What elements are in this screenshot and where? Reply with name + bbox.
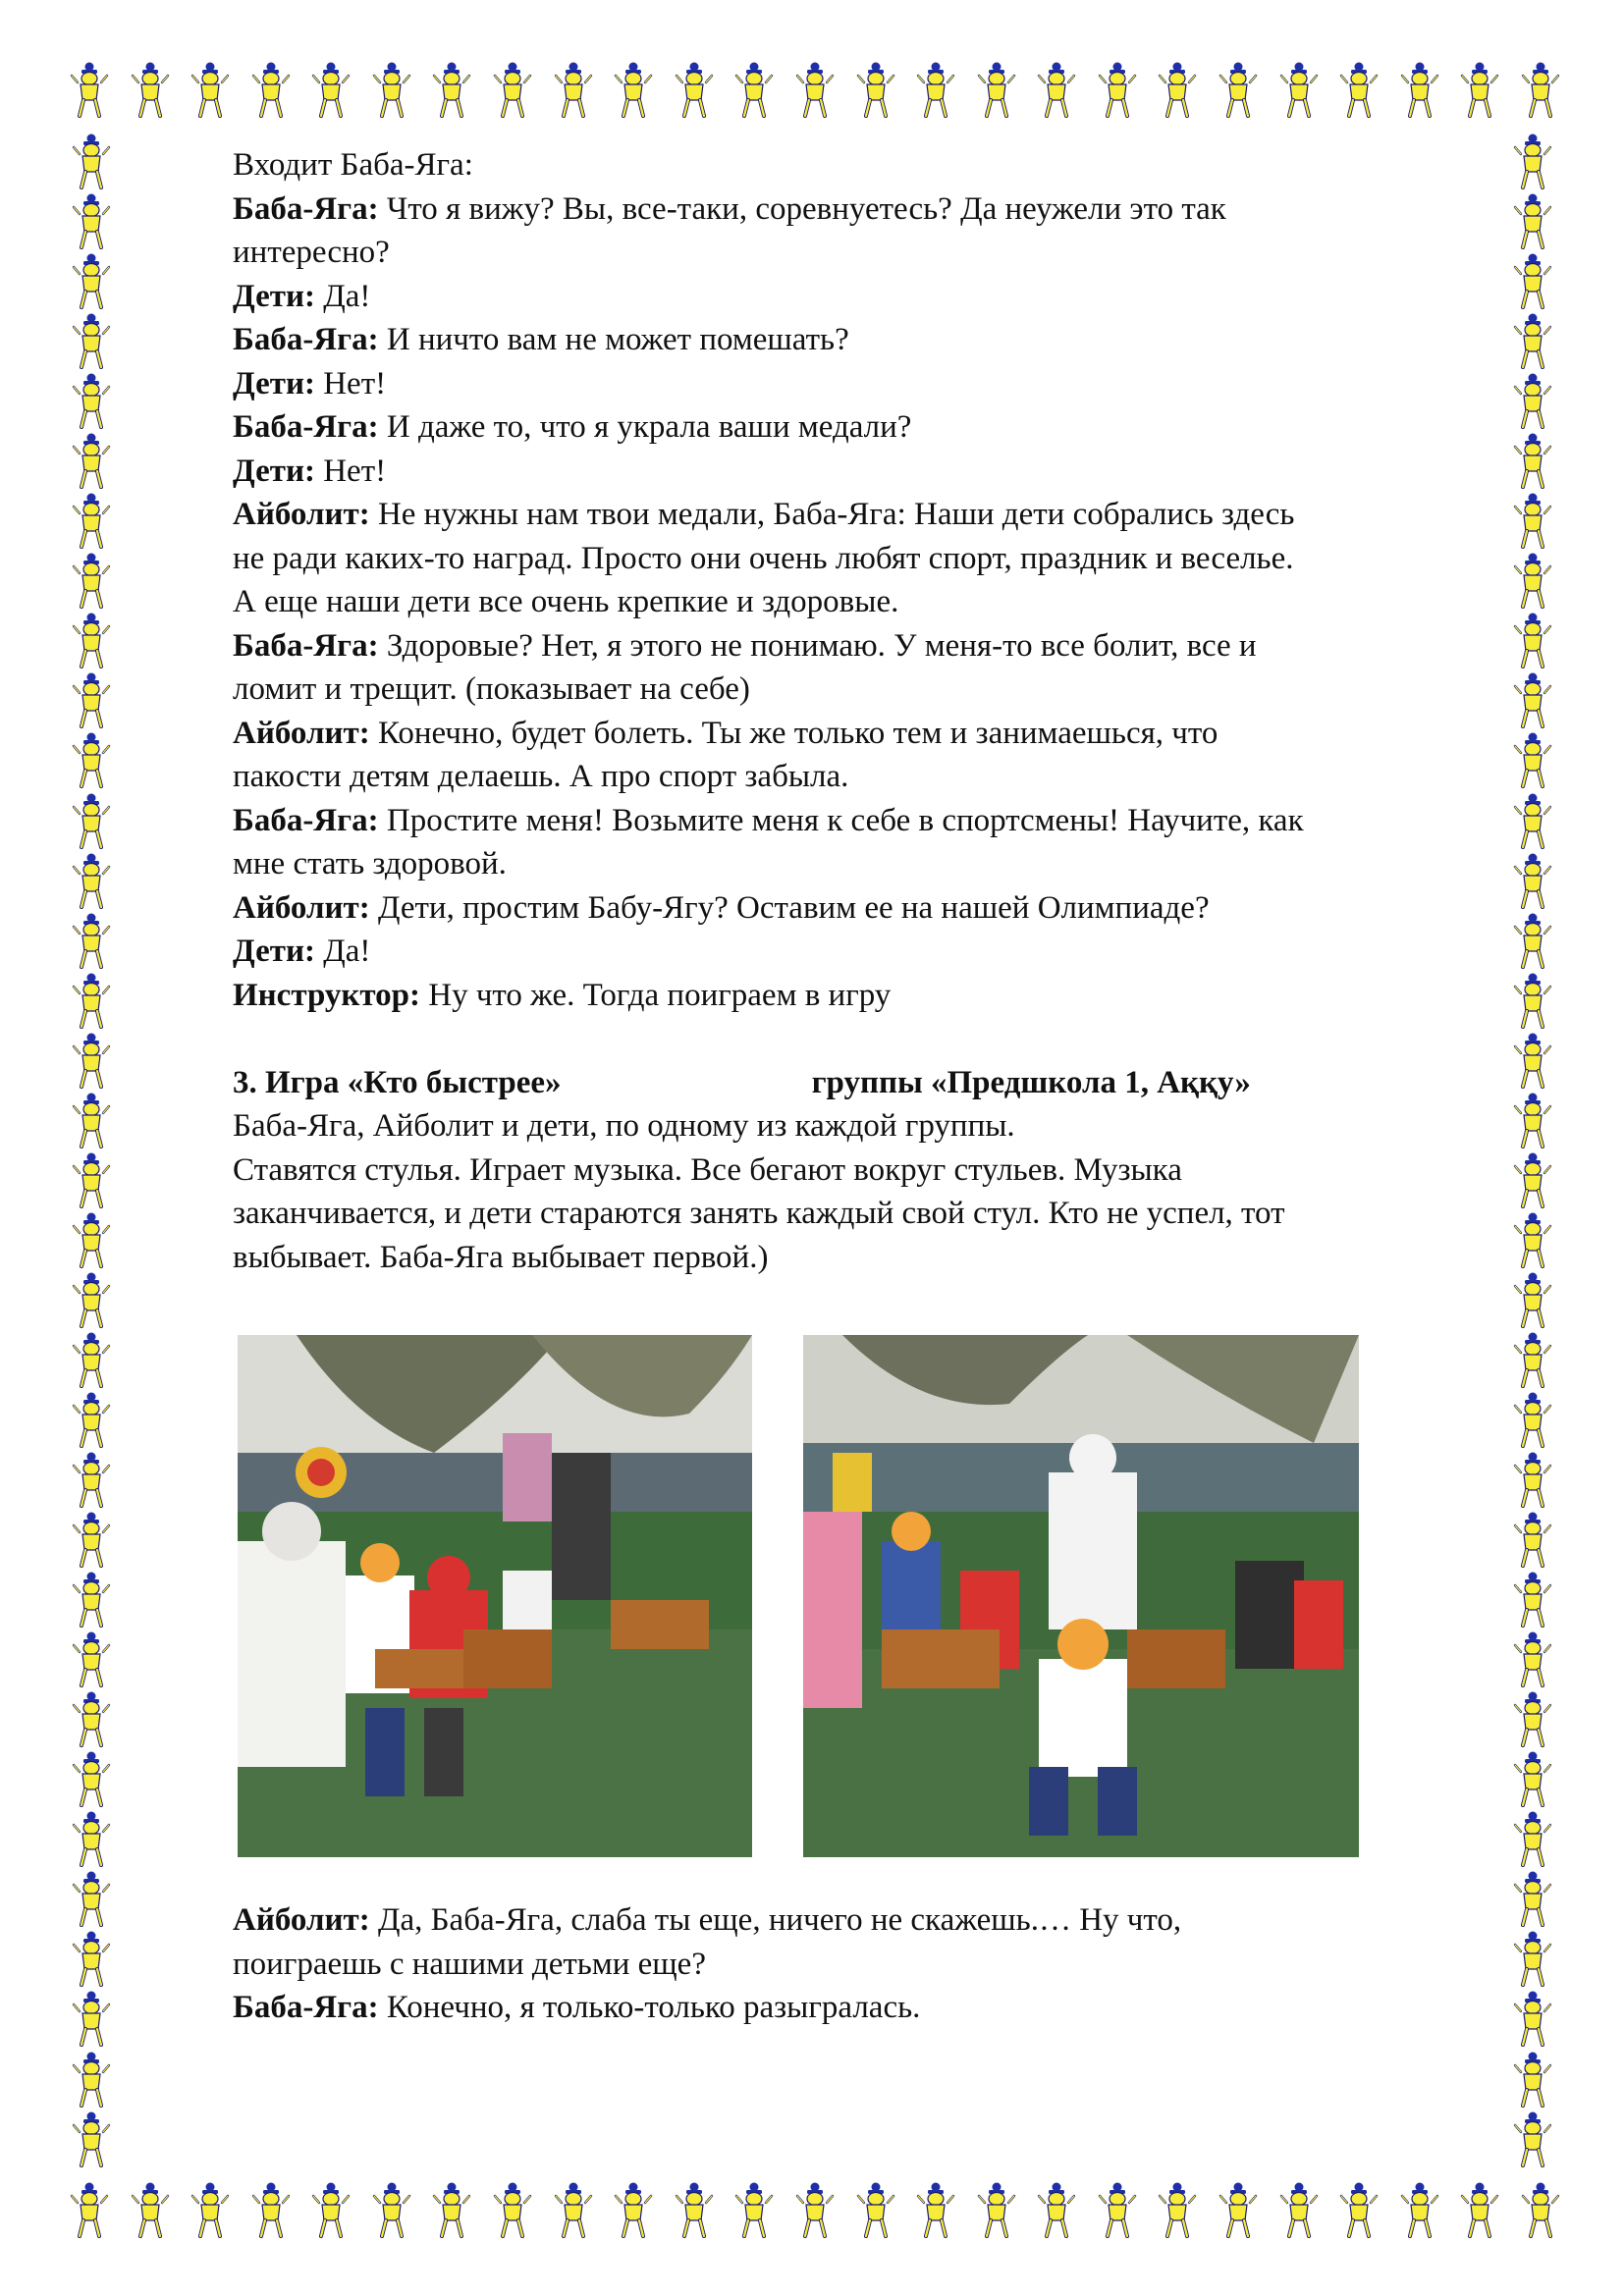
border-left: [71, 133, 114, 2169]
border-figure-icon: [71, 1990, 112, 2049]
border-figure-icon: [71, 1870, 112, 1929]
border-figure-icon: [915, 61, 956, 120]
dialogue-line: Баба-Яга: И даже то, что я украла ваши медали?: [233, 409, 912, 445]
border-figure-icon: [71, 912, 112, 971]
border-figure-icon: [71, 1451, 112, 1510]
border-figure-icon: [1512, 912, 1553, 971]
border-figure-icon: [71, 133, 112, 191]
border-figure-icon: [71, 492, 112, 551]
border-figure-icon: [1512, 612, 1553, 670]
border-figure-icon: [492, 2181, 533, 2240]
dialogue-line: Дети: Нет!: [233, 365, 387, 401]
border-figure-icon: [189, 2181, 231, 2240]
border-figure-icon: [613, 61, 654, 120]
border-figure-icon: [71, 1571, 112, 1629]
dialogue-line: пакости детям делаешь. А про спорт забыла.: [233, 759, 849, 794]
border-figure-icon: [1512, 1092, 1553, 1150]
border-figure-icon: [1097, 2181, 1138, 2240]
dialogue-line: Айболит: Дети, простим Бабу-Ягу? Оставим ее на нашей Олимпиаде?: [233, 889, 1210, 926]
dialogue-line: не ради каких-то наград. Просто они очень любят спорт, праздник и веселье.: [233, 540, 1294, 576]
border-figure-icon: [1512, 492, 1553, 551]
border-figure-icon: [371, 61, 412, 120]
game-photo-right: [803, 1335, 1359, 1857]
border-figure-icon: [1520, 61, 1561, 120]
dialogue-line: Баба-Яга: Конечно, я только-только разыгралась.: [233, 1990, 921, 2025]
border-figure-icon: [1512, 1630, 1553, 1689]
border-figure-icon: [71, 252, 112, 311]
border-figure-icon: [71, 2110, 112, 2169]
border-figure-icon: [71, 1690, 112, 1749]
border-figure-icon: [1512, 2051, 1553, 2109]
border-figure-icon: [976, 61, 1017, 120]
border-figure-icon: [855, 61, 896, 120]
dialogue-line: Инструктор: Ну что же. Тогда поиграем в игру: [233, 977, 892, 1013]
border-figure-icon: [733, 2181, 775, 2240]
border-figure-icon: [310, 61, 352, 120]
dialogue-line: Дети: Нет!: [233, 453, 387, 489]
game-description-line: Баба-Яга, Айболит и дети, по одному из каждой группы.: [233, 1108, 1015, 1144]
border-figure-icon: [71, 372, 112, 431]
dialogue-line: Баба-Яга: Здоровые? Нет, я этого не понимаю. У меня-то все болит, все и: [233, 627, 1257, 664]
dialogue-line: Айболит: Не нужны нам твои медали, Баба-Яга: Наши дети собрались здесь: [233, 497, 1295, 532]
border-figure-icon: [613, 2181, 654, 2240]
border-figure-icon: [189, 61, 231, 120]
border-figure-icon: [1512, 1690, 1553, 1749]
border-figure-icon: [1512, 671, 1553, 730]
border-figure-icon: [794, 2181, 836, 2240]
dialogue-line: Входит Баба-Яга:: [233, 147, 473, 183]
border-figure-icon: [1338, 61, 1380, 120]
game-heading: [233, 1061, 1509, 1105]
border-figure-icon: [71, 1750, 112, 1809]
border-figure-icon: [1036, 61, 1077, 120]
border-figure-icon: [1512, 1750, 1553, 1809]
border-figure-icon: [1512, 852, 1553, 911]
border-figure-icon: [1338, 2181, 1380, 2240]
border-figure-icon: [1399, 2181, 1440, 2240]
border-figure-icon: [71, 1032, 112, 1091]
border-figure-icon: [1512, 372, 1553, 431]
dialogue-line: А еще наши дети все очень крепкие и здоровые.: [233, 584, 899, 619]
dialogue-block: [233, 143, 1509, 1279]
dialogue-line: Айболит: Да, Баба-Яга, слаба ты еще, ничего не скажешь.… Ну что,: [233, 1902, 1182, 1938]
border-figure-icon: [1512, 1391, 1553, 1450]
border-right: [1512, 133, 1555, 2169]
border-figure-icon: [71, 1511, 112, 1570]
border-figure-icon: [431, 61, 472, 120]
dialogue-line: мне стать здоровой.: [233, 846, 507, 881]
border-figure-icon: [1512, 1571, 1553, 1629]
closing-block: [233, 1898, 1509, 2030]
border-figure-icon: [1512, 1990, 1553, 2049]
border-figure-icon: [71, 671, 112, 730]
border-figure-icon: [1512, 1032, 1553, 1091]
border-figure-icon: [674, 61, 715, 120]
border-figure-icon: [1512, 731, 1553, 790]
border-figure-icon: [71, 852, 112, 911]
border-figure-icon: [1512, 552, 1553, 611]
border-figure-icon: [1512, 1451, 1553, 1510]
dialogue-line: поиграешь с нашими детьми еще?: [233, 1946, 706, 1982]
border-figure-icon: [71, 312, 112, 371]
border-top: [69, 61, 1561, 122]
border-figure-icon: [250, 2181, 292, 2240]
border-figure-icon: [1512, 312, 1553, 371]
border-figure-icon: [1459, 61, 1500, 120]
border-figure-icon: [855, 2181, 896, 2240]
border-figure-icon: [1512, 1810, 1553, 1869]
game-title: 3. Игра «Кто быстрее»: [233, 1064, 562, 1100]
border-figure-icon: [492, 61, 533, 120]
border-figure-icon: [71, 552, 112, 611]
border-figure-icon: [1520, 2181, 1561, 2240]
border-figure-icon: [733, 61, 775, 120]
border-figure-icon: [1512, 1151, 1553, 1210]
border-bottom: [69, 2181, 1561, 2242]
border-figure-icon: [1218, 61, 1259, 120]
border-figure-icon: [1512, 1870, 1553, 1929]
border-figure-icon: [71, 1930, 112, 1989]
dialogue-line: ломит и трещит. (показывает на себе): [233, 671, 750, 707]
border-figure-icon: [71, 792, 112, 851]
border-figure-icon: [1399, 61, 1440, 120]
border-figure-icon: [1036, 2181, 1077, 2240]
border-figure-icon: [1512, 1511, 1553, 1570]
border-figure-icon: [130, 2181, 171, 2240]
border-figure-icon: [310, 2181, 352, 2240]
border-figure-icon: [71, 1630, 112, 1689]
border-figure-icon: [71, 192, 112, 251]
border-figure-icon: [71, 612, 112, 670]
border-figure-icon: [69, 2181, 110, 2240]
border-figure-icon: [553, 61, 594, 120]
border-figure-icon: [1278, 2181, 1320, 2240]
dialogue-line: Айболит: Конечно, будет болеть. Ты же только тем и занимаешься, что: [233, 715, 1218, 751]
game-groups: группы «Предшкола 1, Аққу»: [811, 1064, 1251, 1100]
border-figure-icon: [71, 1331, 112, 1390]
border-figure-icon: [1512, 1271, 1553, 1330]
border-figure-icon: [794, 61, 836, 120]
spacer: [233, 1017, 1509, 1061]
border-figure-icon: [71, 972, 112, 1031]
border-figure-icon: [71, 1391, 112, 1450]
border-figure-icon: [1512, 1930, 1553, 1989]
border-figure-icon: [1512, 432, 1553, 491]
border-figure-icon: [1097, 61, 1138, 120]
dialogue-line: Дети: Да!: [233, 934, 371, 969]
dialogue-line: Дети: Да!: [233, 278, 371, 314]
dialogue-line: интересно?: [233, 235, 390, 270]
border-figure-icon: [130, 61, 171, 120]
border-figure-icon: [431, 2181, 472, 2240]
border-figure-icon: [1512, 133, 1553, 191]
border-figure-icon: [71, 1271, 112, 1330]
border-figure-icon: [553, 2181, 594, 2240]
border-figure-icon: [1512, 972, 1553, 1031]
dialogue-line: Баба-Яга: И ничто вам не может помешать?: [233, 322, 849, 357]
border-figure-icon: [1278, 61, 1320, 120]
border-figure-icon: [1218, 2181, 1259, 2240]
border-figure-icon: [69, 61, 110, 120]
game-description-line: Ставятся стулья. Играет музыка. Все бегают вокруг стульев. Музыка: [233, 1151, 1182, 1188]
border-figure-icon: [1512, 792, 1553, 851]
border-figure-icon: [71, 1810, 112, 1869]
border-figure-icon: [915, 2181, 956, 2240]
border-figure-icon: [71, 432, 112, 491]
dialogue-line: Баба-Яга: Простите меня! Возьмите меня к себе в спортсмены! Научите, как: [233, 802, 1304, 838]
border-figure-icon: [71, 731, 112, 790]
border-figure-icon: [71, 1211, 112, 1270]
border-figure-icon: [1512, 1331, 1553, 1390]
border-figure-icon: [371, 2181, 412, 2240]
border-figure-icon: [250, 61, 292, 120]
border-figure-icon: [674, 2181, 715, 2240]
border-figure-icon: [1512, 252, 1553, 311]
border-figure-icon: [71, 2051, 112, 2109]
border-figure-icon: [1459, 2181, 1500, 2240]
game-description-line: выбывает. Баба-Яга выбывает первой.): [233, 1239, 769, 1275]
game-description-line: заканчивается, и дети стараются занять каждый свой стул. Кто не успел, тот: [233, 1196, 1285, 1231]
border-figure-icon: [1157, 2181, 1198, 2240]
game-photo-left: [238, 1335, 752, 1857]
border-figure-icon: [1512, 192, 1553, 251]
border-figure-icon: [1512, 2110, 1553, 2169]
border-figure-icon: [71, 1151, 112, 1210]
border-figure-icon: [976, 2181, 1017, 2240]
border-figure-icon: [71, 1092, 112, 1150]
dialogue-line: Баба-Яга: Что я вижу? Вы, все-таки, соревнуетесь? Да неужели это так: [233, 190, 1226, 227]
border-figure-icon: [1157, 61, 1198, 120]
border-figure-icon: [1512, 1211, 1553, 1270]
